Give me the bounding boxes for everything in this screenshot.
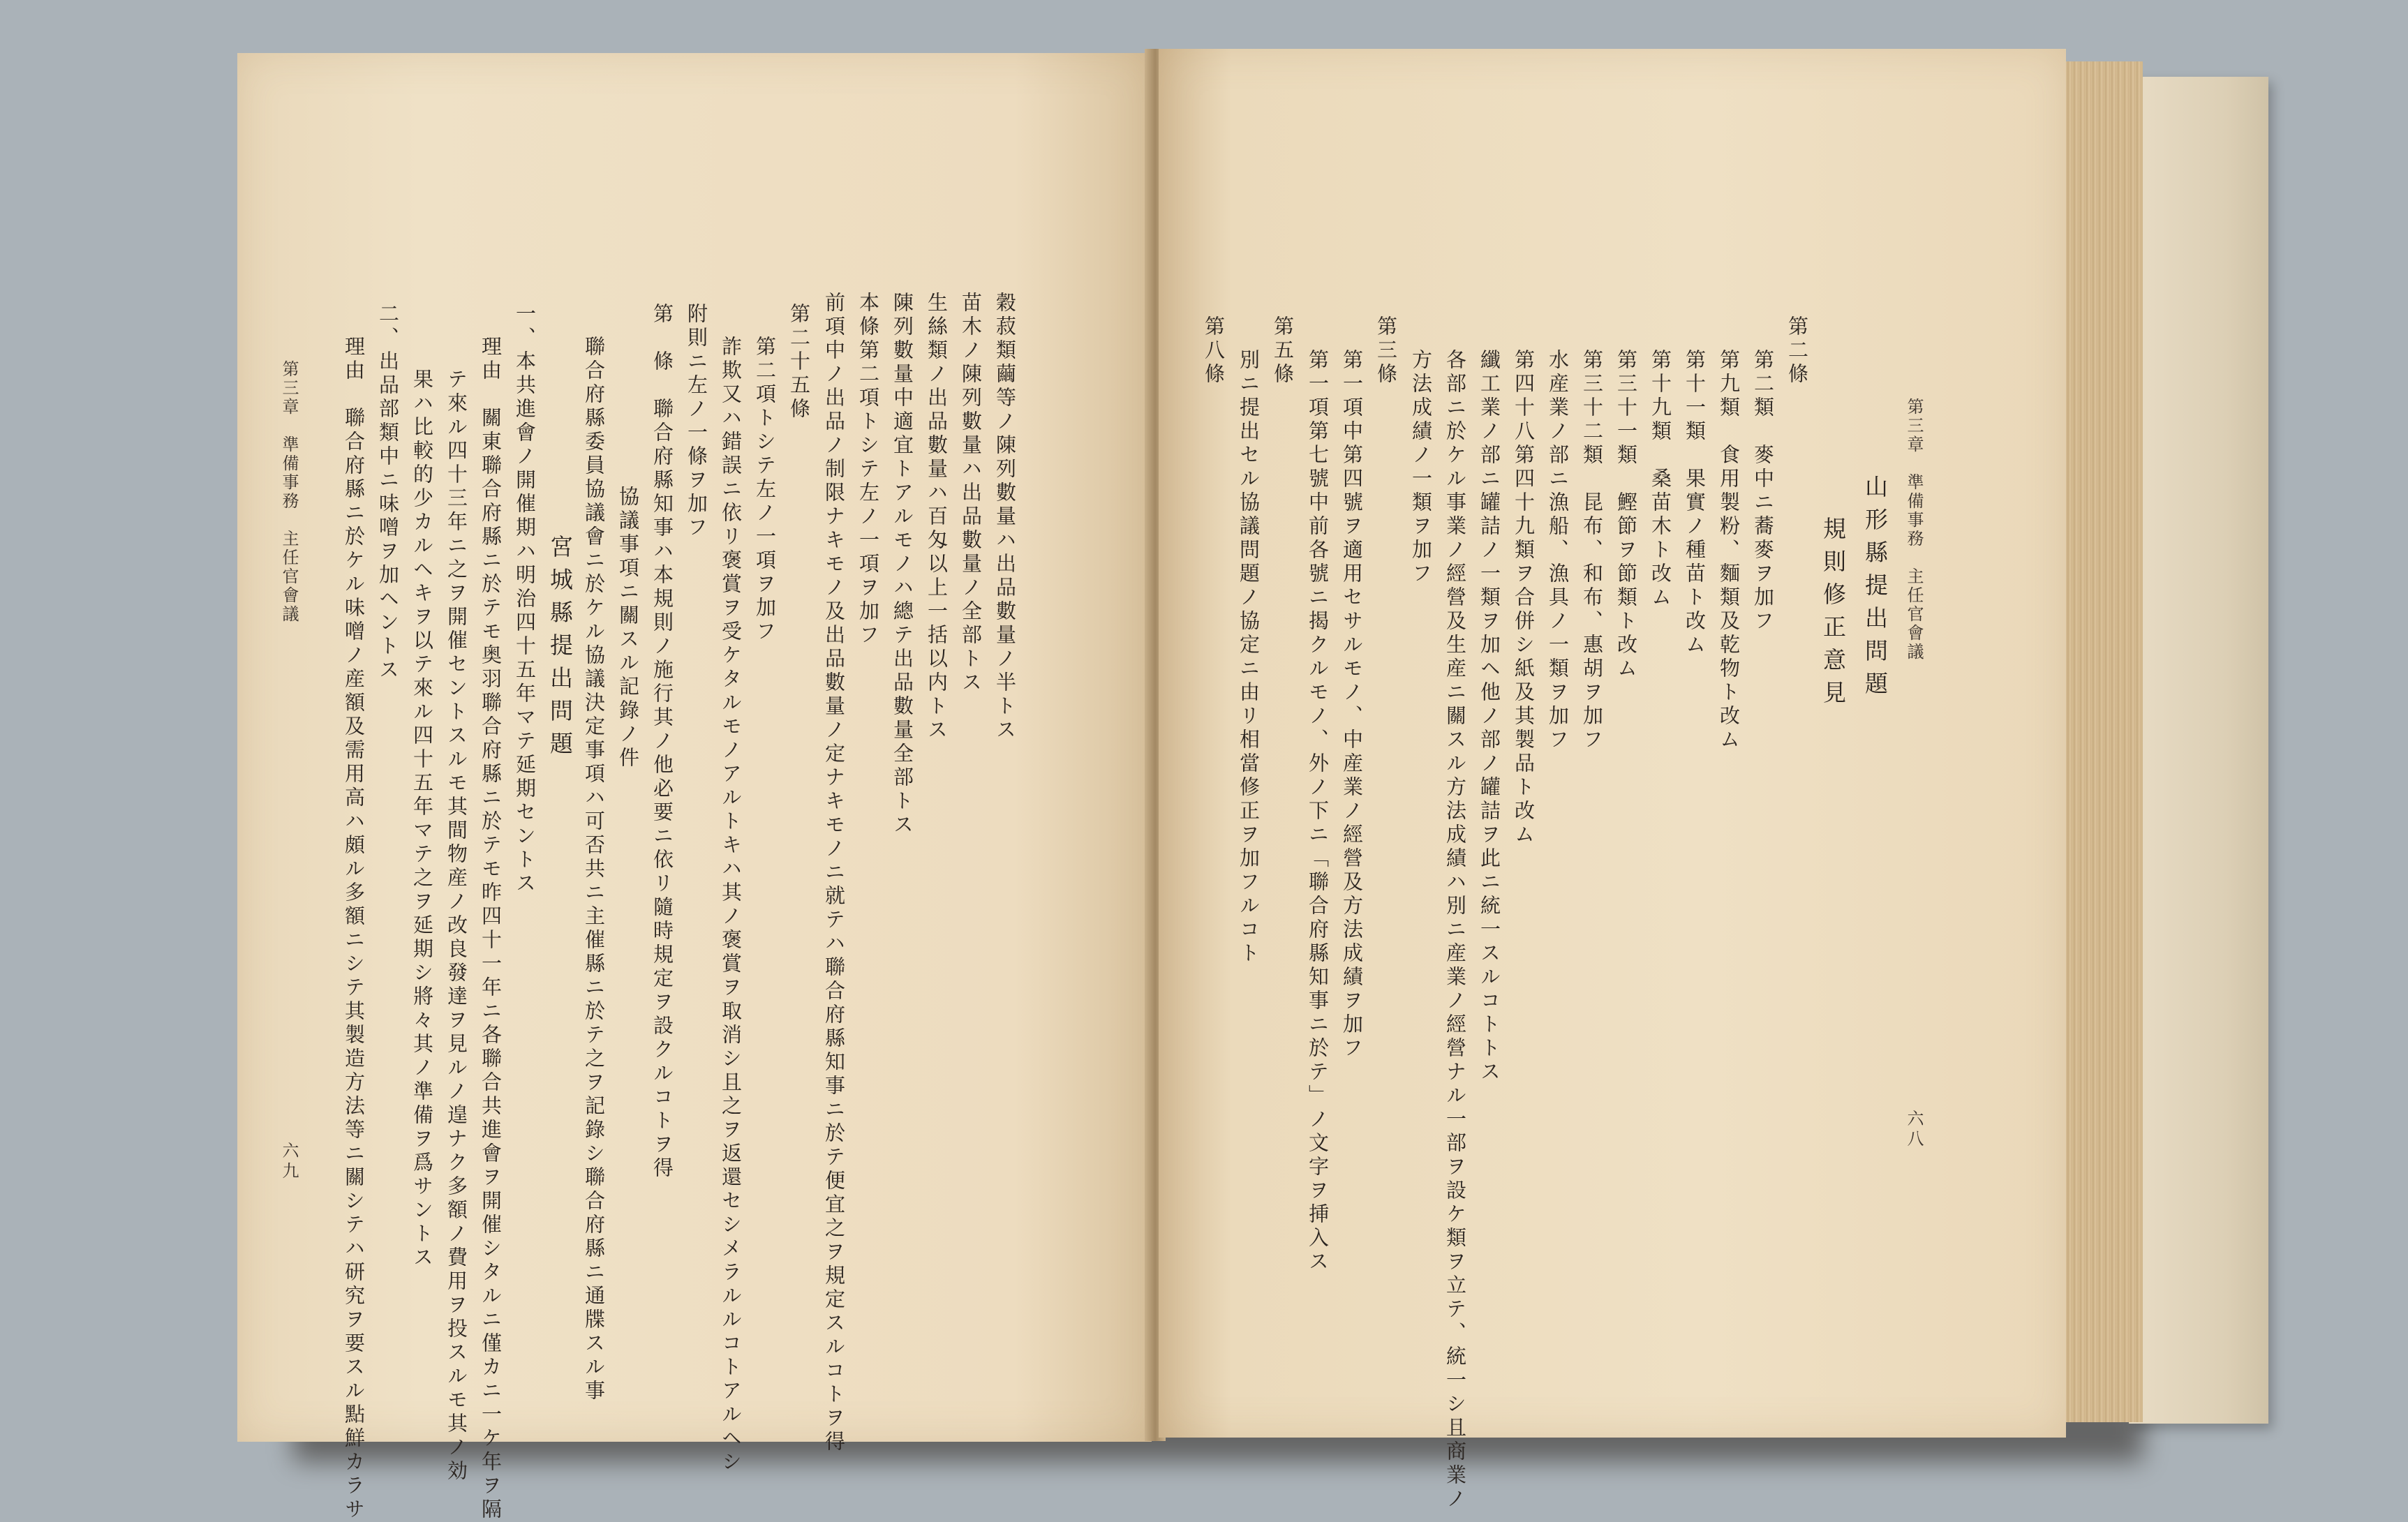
section-heading: 協議事項ニ關スル記錄ノ件 xyxy=(616,486,640,770)
text-line: 苗木ノ陳列數量ハ出品數量ノ全部トス xyxy=(959,292,983,695)
text-line: 方法成績ノ一類ヲ加フ xyxy=(1409,349,1433,586)
text-line: 果ハ比較的少カルヘキヲ以テ來ル四十五年マテ之ヲ延期シ將々其ノ準備ヲ爲サントス xyxy=(410,368,434,1270)
text-line: 陳列數量中適宜トアルモノハ總テ出品數量全部トス xyxy=(891,292,914,837)
page-number: 六九 xyxy=(279,1142,299,1182)
text-line: 二、出品部類中ニ味噌ヲ加ヘントス xyxy=(376,303,400,682)
text-line: 附則ニ左ノ一條ヲ加フ xyxy=(685,303,708,540)
left-page xyxy=(237,53,1152,1522)
text-line: 第二類 麥中ニ蕎麥ヲ加フ xyxy=(1751,349,1775,634)
text-line: 一、本共進會ノ開催期ハ明治四十五年マテ延期セントス xyxy=(513,303,537,896)
text-line: 第九類 食用製粉、麵類及乾物ト改ム xyxy=(1717,349,1741,752)
text-line: 第 條 聯合府縣知事ハ本規則ノ施行其ノ他必要ニ依リ隨時規定ヲ設クルコトヲ得 xyxy=(651,303,674,1181)
article-heading: 第八條 xyxy=(1202,315,1226,387)
text-line: 第三十一類 鰹節ヲ節類ト改ム xyxy=(1614,349,1638,681)
running-footer: 第三章 準備事務 主任官會議 xyxy=(279,360,299,624)
text-line: 第二項トシテ左ノ一項ヲ加フ xyxy=(753,336,777,644)
text-line: 各部ニ於ケル事業ノ經營及生産ニ關スル方法成績ハ別ニ産業ノ經營ナル一部ヲ設ケ類ヲ立テ、統一シ且商業ノ xyxy=(1443,349,1467,1512)
text-line: 纖工業ノ部ニ罐詰ノ一類ヲ加ヘ他ノ部ノ罐詰ヲ此ニ統一スルコトトス xyxy=(1478,349,1501,1084)
text-line: 聯合府縣委員協議會ニ於ケル協議決定事項ハ可否共ニ主催縣ニ於テ之ヲ記錄シ聯合府縣ニ通牒スル事 xyxy=(582,336,606,1403)
running-header: 第三章 準備事務 主任官會議 xyxy=(1904,398,1924,662)
article-heading: 第五條 xyxy=(1271,315,1295,387)
text-line: 穀菽類繭等ノ陳列數量ハ出品數量ノ半トス xyxy=(993,292,1017,743)
section-title: 山形縣提出問題 xyxy=(1861,475,1889,704)
text-line: 第一項第七號中前各號ニ揭クルモノ、外ノ下ニ「聯合府縣知事ニ於テ」ノ文字ヲ挿入ス xyxy=(1306,349,1330,1274)
book-cover-edge xyxy=(2129,77,2268,1424)
text-line: 第一項中第四號ヲ適用セサルモノ、中産業ノ經營及方法成績ヲ加フ xyxy=(1340,349,1364,1061)
text-line: 詐欺又ハ錯誤ニ依リ褒賞ヲ受ケタルモノアルトキハ其ノ褒賞ヲ取消シ且之ヲ返還セシメラルルコトアルヘシ xyxy=(719,336,743,1475)
section-heading: 宮城縣提出問題 xyxy=(547,535,574,764)
text-line: 本條第二項トシテ左ノ一項ヲ加フ xyxy=(856,292,880,648)
text-line: 理由 聯合府縣ニ於ケル味噌ノ産額及需用高ハ頗ル多額ニシテ其製造方法等ニ關シテハ研究ヲ要スル點鮮カラサ xyxy=(342,336,366,1522)
text-line: 前項中ノ出品ノ制限ナキモノ及出品數量ノ定ナキモノニ就テハ聯合府縣知事ニ於テ便宜之ヲ規定スルコトヲ得 xyxy=(822,292,846,1454)
text-line: 第三十二類 昆布、和布、惠胡ヲ加フ xyxy=(1580,349,1604,752)
article-heading: 第三條 xyxy=(1374,315,1398,387)
text-line: テ來ル四十三年ニ之ヲ開催セントスルモ其間物産ノ改良發達ヲ見ルノ遑ナク多額ノ費用ヲ投スルモ其ノ効 xyxy=(445,368,468,1484)
text-line: 別ニ提出セル協議問題ノ協定ニ由リ相當修正ヲ加フルコト xyxy=(1237,349,1261,966)
text-line: 第十九類 桑苗木ト改ム xyxy=(1649,349,1672,610)
page-number: 六八 xyxy=(1904,1110,1924,1150)
text-line: 理由 關東聯合府縣ニ於テモ奥羽聯合府縣ニ於テモ昨四十一年ニ各聯合共進會ヲ開催シタルニ僅カニ一ケ年ヲ隔 xyxy=(479,336,503,1522)
article-heading: 第二條 xyxy=(1785,315,1809,387)
right-page xyxy=(1159,49,2066,1512)
text-line: 第十一類 果實ノ種苗ト改ム xyxy=(1683,349,1707,657)
text-line: 水産業ノ部ニ漁船、漁具ノ一類ヲ加フ xyxy=(1546,349,1570,752)
article-heading: 第二十五條 xyxy=(787,303,811,421)
page-edges xyxy=(2066,61,2143,1422)
text-line: 第四十八第四十九類ヲ合併シ紙及其製品ト改ム xyxy=(1512,349,1536,847)
section-subtitle: 規則修正意見 xyxy=(1820,516,1847,713)
text-line: 生絲類ノ出品數量ハ百匁以上一括以内トス xyxy=(925,292,949,743)
